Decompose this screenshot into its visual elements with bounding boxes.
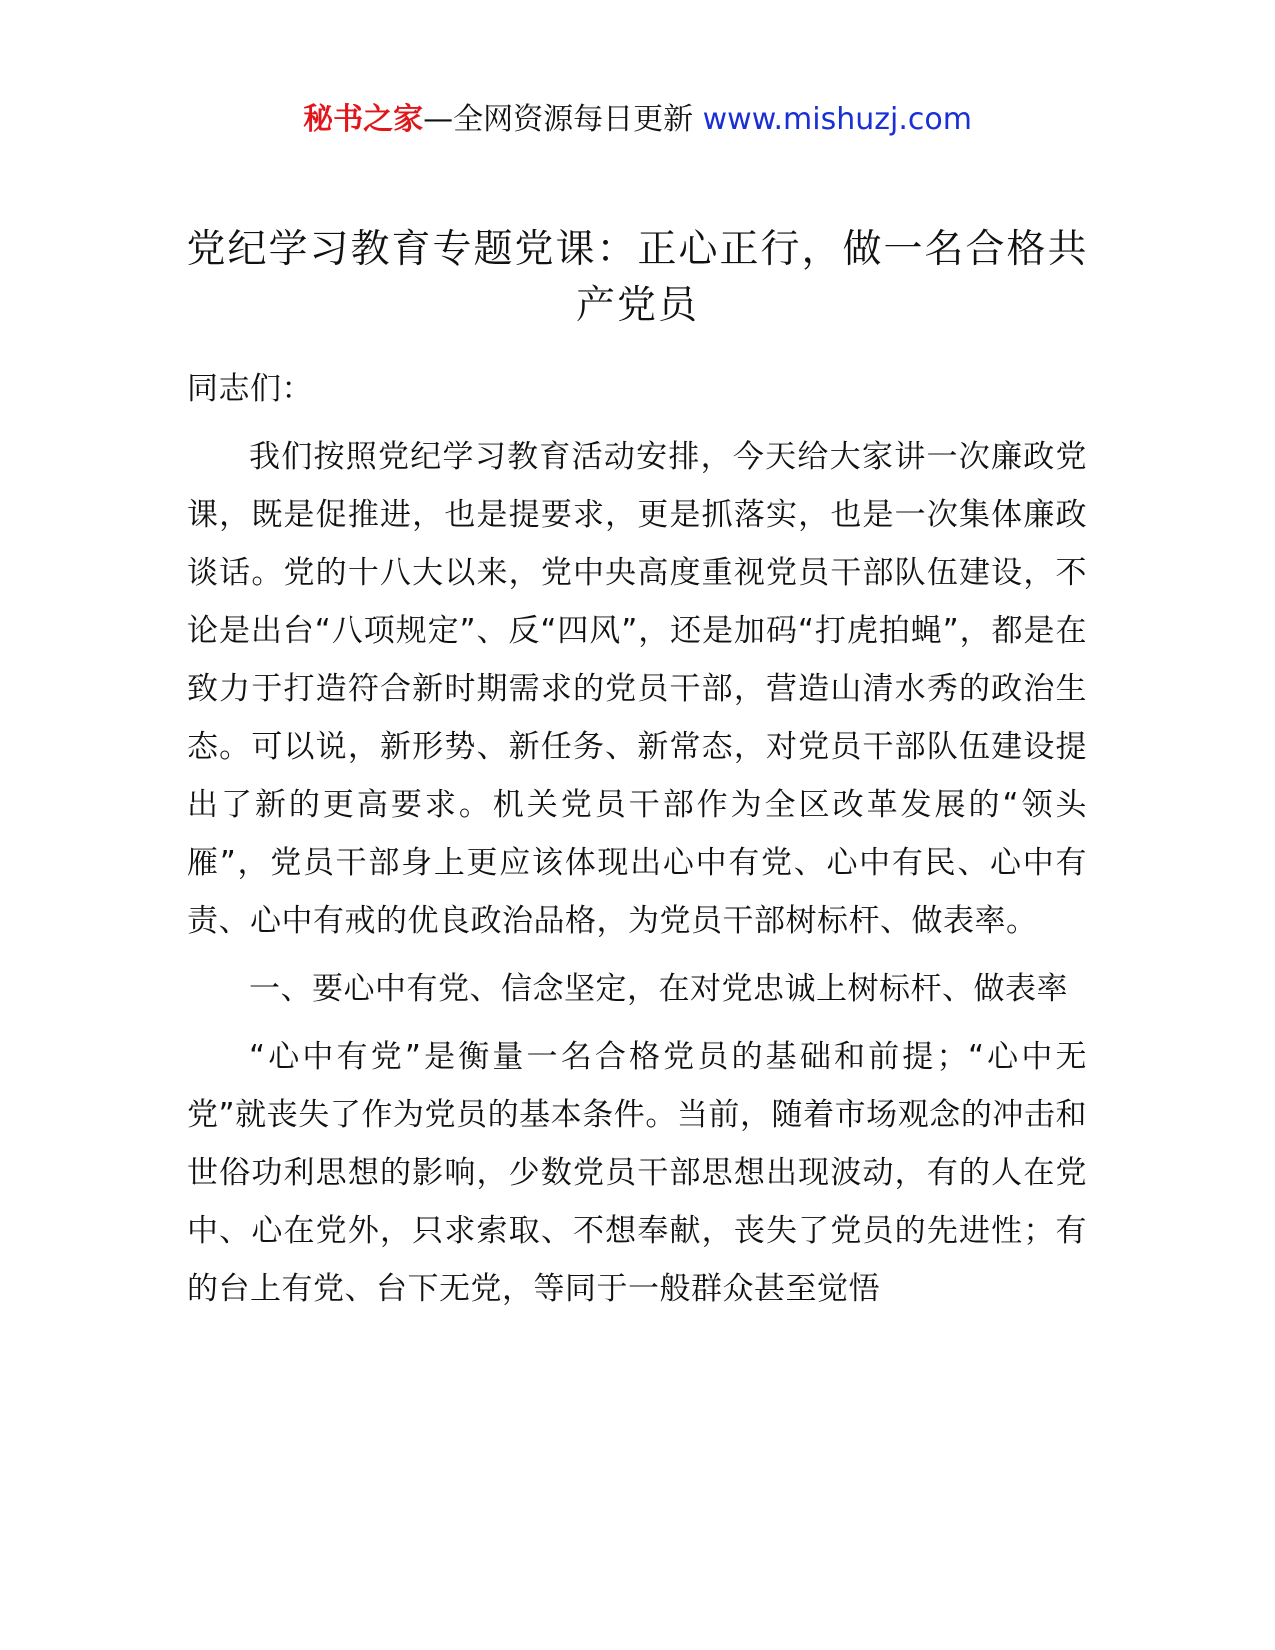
brand-name: 秘书之家 <box>303 102 424 137</box>
paragraph-section-1: “心中有党”是衡量一名合格党员的基础和前提；“心中无党”就丧失了作为党员的基本条件。当前，随着市场观念的冲击和世俗功利思想的影响，少数党员干部思想出现波动，有的人在党中、心在党外，只求索取、不想奉献，丧失了党员的先进性；有的台上有党、台下无党，等同于一般群众甚至觉悟 <box>187 1039 1087 1307</box>
document-title: 党纪学习教育专题党课：正心正行，做一名合格共产党员 <box>186 227 1089 328</box>
section-heading-1: 一、要心中有党、信念坚定，在对党忠诚上树标杆、做表率 <box>249 971 1068 1007</box>
salutation: 同志们： <box>187 371 313 407</box>
site-header <box>0 100 1275 140</box>
site-url-link[interactable]: www.mishuzj.com <box>702 102 972 137</box>
header-slogan: —全网资源每日更新 <box>423 102 703 137</box>
paragraph-intro: 我们按照党纪学习教育活动安排，今天给大家讲一次廉政党课，既是促推进，也是提要求，更是抓落实，也是一次集体廉政谈话。党的十八大以来，党中央高度重视党员干部队伍建设，不论是出台“八项规定”、反“四风”，还是加码“打虎拍蝇”，都是在致力于打造符合新时期需求的党员干部，营造山清水秀的政治生态。可以说，新形势、新任务、新常态，对党员干部队伍建设提出了新的更高要求。机关党员干部作为全区改革发展的“领头雁”，党员干部身上更应该体现出心中有党、心中有民、心中有责、心中有戒的优良政治品格，为党员干部树标杆、做表率。 <box>187 439 1087 939</box>
document-body <box>187 360 1087 1328</box>
